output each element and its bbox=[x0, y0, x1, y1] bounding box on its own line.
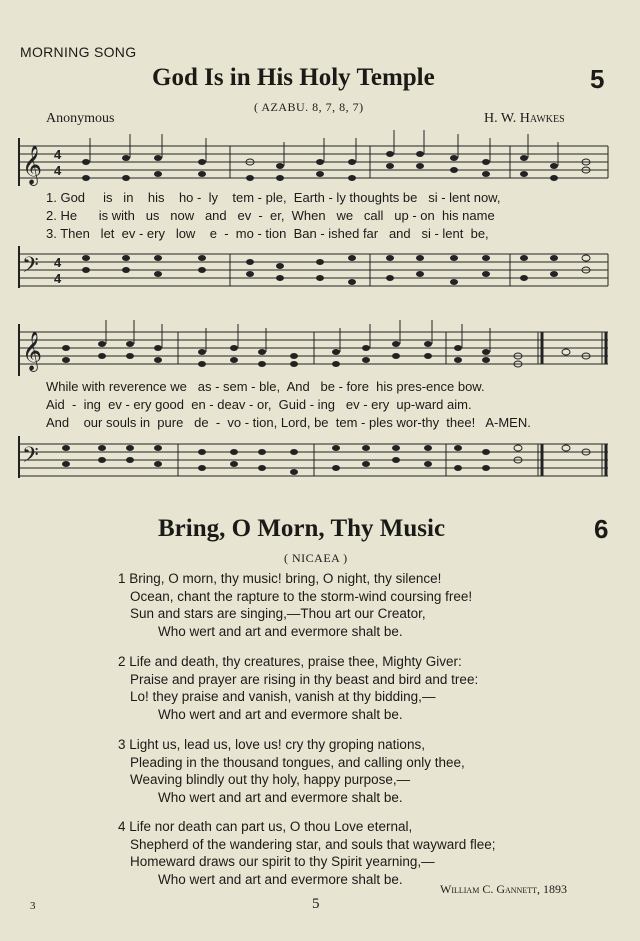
verse-refrain: Who wert and art and evermore shalt be. bbox=[158, 789, 403, 805]
system-1-verse-2-lyrics: 2. He is with us now and ev - er, When we call up - on his name bbox=[46, 208, 495, 223]
svg-text:4: 4 bbox=[54, 163, 62, 178]
hymn-6-number: 6 bbox=[594, 514, 609, 544]
verse-line: Lo! they praise and vanish, vanish at thy bidding,— bbox=[130, 689, 436, 704]
svg-text:4: 4 bbox=[54, 255, 62, 270]
verse-4 bbox=[118, 818, 496, 888]
verse-refrain: Who wert and art and evermore shalt be. bbox=[158, 623, 403, 639]
bass-clef-icon: 𝄢 bbox=[22, 443, 39, 473]
music-credit: H. W. Hawkes bbox=[484, 111, 565, 126]
verse-1 bbox=[118, 570, 473, 640]
verse-number: 2 bbox=[118, 654, 126, 669]
verse-line: Praise and prayer are rising in thy beast and bird and tree: bbox=[130, 671, 479, 687]
words-credit: Anonymous bbox=[46, 111, 115, 126]
verse-line: Bring, O morn, thy music! bring, O night, thy silence! bbox=[129, 571, 442, 586]
treble-clef-icon: 𝄞 bbox=[22, 331, 43, 371]
system-2-treble-staff bbox=[18, 324, 610, 376]
page-number: 5 bbox=[312, 896, 320, 912]
hymn-6-tune: ( NICAEA ) bbox=[284, 551, 348, 565]
verse-3 bbox=[118, 736, 465, 806]
verse-line: Weaving blindly out thy holy, happy purpose,— bbox=[130, 772, 411, 787]
verse-line: Homeward draws our spirit to thy Spirit yearning,— bbox=[130, 854, 435, 869]
corner-mark: 3 bbox=[30, 900, 36, 912]
verse-number: 1 bbox=[118, 571, 126, 586]
hymn-6-author: William C. Gannett, 1893 bbox=[440, 882, 567, 896]
system-1-verse-1-lyrics: 1. God is in his ho - ly tem - ple, Earth - ly thoughts be si - lent now, bbox=[46, 190, 501, 205]
verse-line: Light us, lead us, love us! cry thy groping nations, bbox=[129, 737, 425, 752]
system-1-treble-staff bbox=[18, 138, 610, 186]
system-1-bass-staff bbox=[18, 246, 610, 294]
hymn-5-title: God Is in His Holy Temple bbox=[152, 64, 435, 91]
section-label: MORNING SONG bbox=[20, 44, 137, 60]
bass-clef-icon: 𝄢 bbox=[22, 253, 39, 283]
verse-number: 4 bbox=[118, 819, 126, 834]
system-2-verse-3-lyrics: And our souls in pure de - vo - tion, Lord, be tem - ples wor-thy thee! A-MEN. bbox=[46, 415, 531, 430]
verse-line: Pleading in the thousand tongues, and calling only thee, bbox=[130, 754, 465, 770]
svg-text:4: 4 bbox=[54, 147, 62, 162]
hymn-5-tune: ( AZABU. 8, 7, 8, 7) bbox=[254, 100, 364, 114]
verse-line: Sun and stars are singing,—Thou art our Creator, bbox=[130, 606, 426, 621]
verse-refrain: Who wert and art and evermore shalt be. bbox=[158, 871, 403, 887]
system-1-verse-3-lyrics: 3. Then let ev - ery low e - mo - tion Ban - ished far and si - lent be, bbox=[46, 226, 489, 241]
hymn-5-number: 5 bbox=[590, 64, 605, 94]
system-2-verse-2-lyrics: Aid - ing ev - ery good en - deav - or, Guid - ing ev - ery up-ward aim. bbox=[46, 397, 472, 412]
hymn-6-title: Bring, O Morn, Thy Music bbox=[158, 515, 446, 542]
verse-line: Shepherd of the wandering star, and souls that wayward flee; bbox=[130, 836, 496, 852]
verse-line: Life nor death can part us, O thou Love eternal, bbox=[129, 819, 413, 834]
svg-text:4: 4 bbox=[54, 271, 62, 286]
system-2-verse-1-lyrics: While with reverence we as - sem - ble, And be - fore his pres-ence bow. bbox=[46, 379, 485, 394]
system-2-bass-staff bbox=[18, 436, 610, 486]
treble-clef-icon: 𝄞 bbox=[22, 145, 43, 185]
verse-line: Ocean, chant the rapture to the storm-wind coursing free! bbox=[130, 588, 473, 604]
verse-line: Life and death, thy creatures, praise thee, Mighty Giver: bbox=[129, 654, 462, 669]
verse-refrain: Who wert and art and evermore shalt be. bbox=[158, 706, 403, 722]
verse-2 bbox=[118, 653, 479, 723]
verse-number: 3 bbox=[118, 737, 126, 752]
